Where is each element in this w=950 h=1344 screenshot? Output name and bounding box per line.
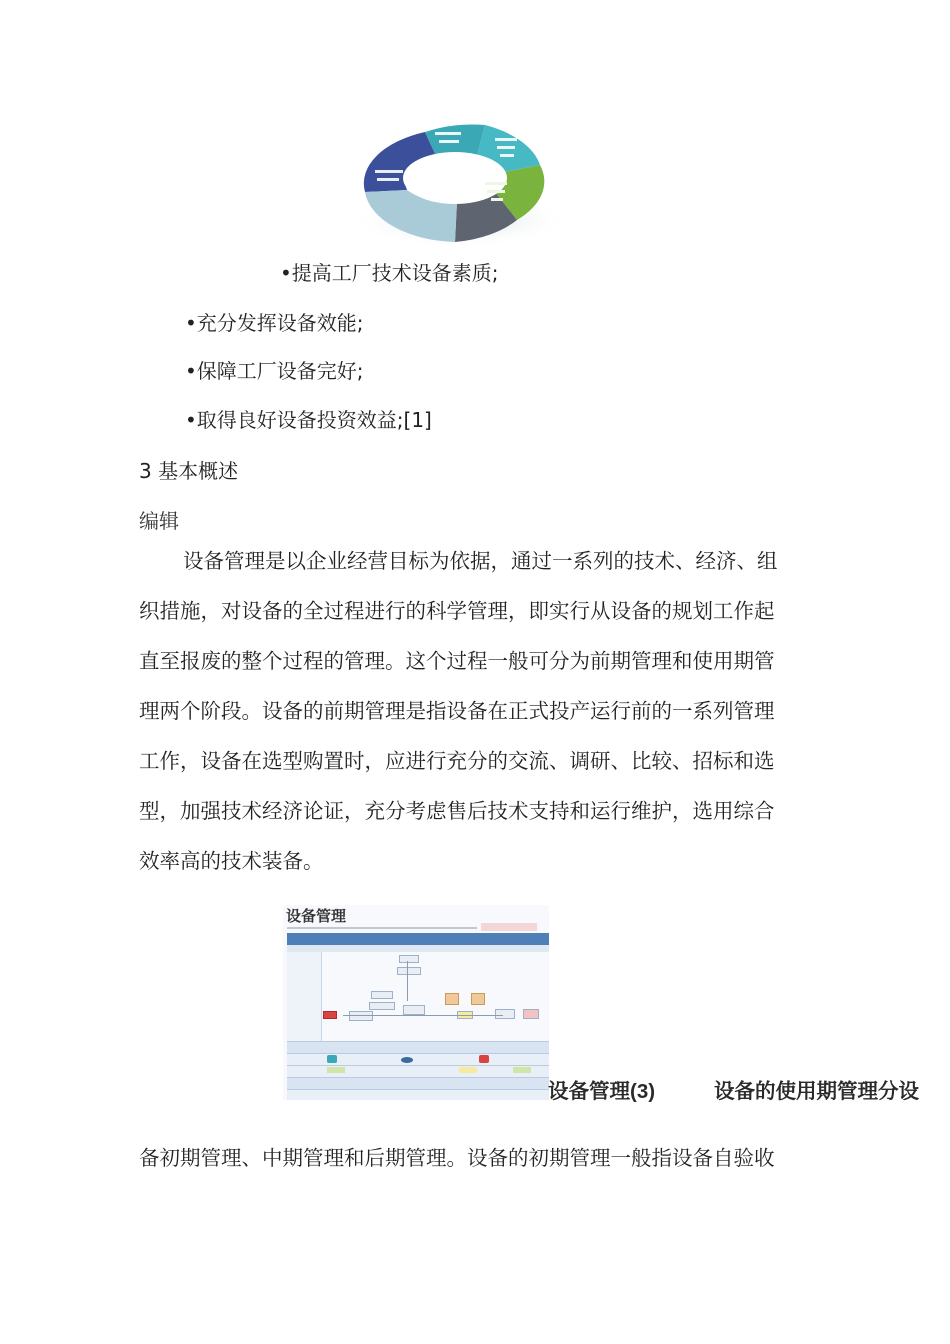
continuation-text-tail: 备初期管理、中期管理和后期管理。设备的初期管理一般指设备自验收 [139,1146,775,1170]
continuation-text-head: 设备的使用期管理分设 [714,1080,919,1103]
figure-image-title: 设备管理 [286,907,347,925]
equipment-management-screenshot-image [283,905,549,1100]
bullet-item: •取得良好设备投资效益;[1] [185,408,432,432]
paragraph-line: 型，加强技术经济论证，充分考虑售后技术支持和运行维护，选用综合 [139,799,775,823]
section-heading: 3 基本概述 [139,459,239,483]
body-paragraph [139,536,819,886]
paragraph-line: 理两个阶段。设备的前期管理是指设备在正式投产运行前的一系列管理 [139,699,775,723]
bullet-item: •保障工厂设备完好; [185,359,364,383]
equipment-management-ring-image [335,110,570,250]
paragraph-line: 工作，设备在选型购置时，应进行充分的交流、调研、比较、招标和选 [139,749,775,773]
paragraph-line: 设备管理是以企业经营目标为依据，通过一系列的技术、经济、组 [183,549,778,573]
bullet-item: •充分发挥设备效能; [185,311,364,335]
paragraph-line: 效率高的技术装备。 [139,849,324,873]
bullet-item: •提高工厂技术设备素质; [280,261,499,285]
edit-link[interactable]: 编辑 [139,509,179,533]
figure-caption: 设备管理(3) [548,1080,656,1103]
paragraph-line: 直至报废的整个过程的管理。这个过程一般可分为前期管理和使用期管 [139,649,775,673]
paragraph-line: 织措施，对设备的全过程进行的科学管理，即实行从设备的规划工作起 [139,599,775,623]
figure-header-bar [287,933,549,945]
